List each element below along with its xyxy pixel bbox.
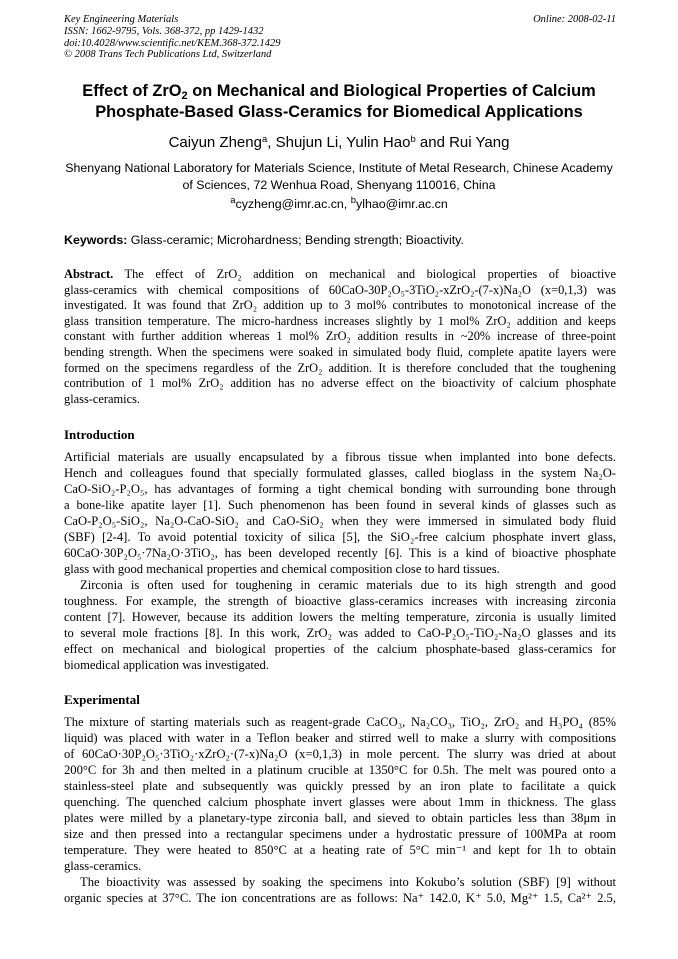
- body-line: to several mole fractions [8]. In this work, ZrO₂ was added to CaO-P₂O₅-TiO₂-Na₂O glasses and its: [64, 626, 616, 640]
- body-line: plates were milled by a planetary-type zirconia ball, and sieved to obtain particles less than 38μm in: [64, 811, 616, 825]
- body-line: CaO-P₂O₅-SiO₂, Na₂O-CaO-SiO₂ and CaO-SiO₂ when they were immersed in simulated body fluid: [64, 514, 616, 528]
- abstract-line: glass transition temperature. The micro-hardness increases slightly by 1 mol% ZrO₂ addition and keeps: [64, 313, 616, 328]
- body-line: (SBF) [2-4]. To avoid potential toxicity of silica [5], the SiO₂-free calcium phosphate invert glass,: [64, 530, 616, 544]
- abstract-line: bending strength. When the specimens were soaked in simulated body fluid, complete apatite layers were: [64, 344, 616, 359]
- abstract-line: glass-ceramics.: [64, 391, 141, 406]
- email-a-mark: a: [230, 195, 236, 206]
- issn-line: ISSN: 1662-9795, Vols. 368-372, pp 1429-1432: [64, 25, 264, 37]
- abstract-line: contribution of 1 mol% ZrO₂ addition has no adverse effect on the bioactivity of calcium phosphate: [64, 376, 616, 391]
- abstract-line: glass-ceramics with chemical compositions of 60CaO-30P₂O₅-3TiO₂-xZrO₂-(7-x)Na₂O (x=0,1,3) was: [64, 282, 616, 297]
- keywords-text: Glass-ceramic; Microhardness; Bending strength; Bioactivity.: [127, 233, 464, 247]
- affiliation: [50, 160, 628, 193]
- affiliation-line1: Shenyang National Laboratory for Materials Science, Institute of Metal Research, Chinese Academy: [65, 161, 613, 175]
- author-3-mark: b: [410, 134, 416, 145]
- email-b-mark: b: [350, 195, 356, 206]
- body-line: glass with good mechanical properties and chemical composition close to hard tissues.: [64, 562, 500, 576]
- body-line: a bone-like apatite layer [1]. Such phenomenon has been found in several kinds of glasses such as: [64, 498, 616, 512]
- copyright-line: © 2008 Trans Tech Publications Ltd, Switzerland: [64, 49, 272, 61]
- body-line: Hench and colleagues found that specially formulated glasses, called bioglass in the system Na₂O-: [64, 466, 616, 480]
- body-line: Artificial materials are usually encapsulated by a fibrous tissue when implanted into bone defects.: [64, 450, 616, 464]
- email-a: cyzheng@imr.ac.cn,: [235, 197, 351, 211]
- body-line: Zirconia is often used for toughening in ceramic materials due to its high strength and good: [80, 578, 616, 592]
- journal-name: Key Engineering Materials: [64, 14, 179, 25]
- experimental-heading: Experimental: [64, 692, 140, 707]
- body-line: glass-ceramics.: [64, 859, 142, 873]
- abstract-label: Abstract.: [64, 267, 114, 281]
- abstract-line: investigated. It was found that ZrO₂ addition up to 3 mol% contributes to monotonical increase of the: [64, 298, 616, 313]
- body-line: stainless-steel plate and subsequently was quickly pressed by an iron plate to facilitate a quick: [64, 779, 616, 793]
- doi-line: doi:10.4028/www.scientific.net/KEM.368-372.1429: [64, 37, 281, 49]
- introduction-heading: Introduction: [64, 427, 135, 442]
- body-line: toughness. For example, the strength of bioactive glass-ceramics increases with increasing zirconia: [64, 594, 616, 608]
- author-2-3: , Shujun Li, Yulin Hao: [267, 134, 411, 151]
- keywords-label: Keywords:: [64, 233, 128, 247]
- body-line: biomedical application was investigated.: [64, 658, 269, 672]
- abstract-line: formed on the specimens regardless of the ZrO₂ addition. It is therefore concluded that the toughening: [64, 360, 616, 375]
- title-subscript: 2: [181, 90, 188, 102]
- body-line: temperature. They were heated to 850°C at a heating rate of 5°C min⁻¹ and kept for 1h to obtain: [64, 843, 616, 857]
- body-line: 200°C for 3h and then melted in a platinum crucible at 1350°C for 0.5h. The melt was poured onto a: [64, 763, 616, 777]
- introduction-section: [64, 427, 616, 673]
- title-line2: Phosphate-Based Glass-Ceramics for Biomedical Applications: [95, 103, 583, 121]
- body-line: of 60CaO·30P₂O₅·3TiO₂·xZrO₂·(7-x)Na₂O (x=0,1,3) in mole percent. The slurry was dried at about: [64, 747, 616, 761]
- email-line: [50, 196, 628, 212]
- body-line: quenching. The quenched calcium phosphate invert glasses were about 1mm in thickness. The glass: [64, 795, 616, 809]
- title-part1: Effect of ZrO: [82, 82, 182, 100]
- body-line: size and then pressed into a rectangular specimens under a hydrostatic pressure of 100MPa at room: [64, 827, 616, 841]
- body-line: organic species at 37°C. The ion concentrations are as follows: Na⁺ 142.0, K⁺ 5.0, Mg²⁺ 1.5, Ca²⁺ 2.5,: [64, 891, 616, 905]
- abstract-line: The effect of ZrO₂ addition on mechanical and biological properties of bioactive: [113, 267, 616, 281]
- author-list: [40, 134, 638, 152]
- author-1: Caiyun Zheng: [168, 134, 262, 151]
- body-line: content [7]. However, because its addition lowers the melting temperature, zirconia is usually limited: [64, 610, 616, 624]
- keywords: [64, 232, 616, 248]
- experimental-section: [64, 692, 616, 906]
- title-part2: on Mechanical and Biological Properties of Calcium: [187, 82, 596, 100]
- body-line: liquid) was placed with water in a Teflon beaker and stirred well to make a slurry with compositions: [64, 731, 616, 745]
- body-line: The mixture of starting materials such as reagent-grade CaCO₃, Na₂CO₃, TiO₂, ZrO₂ and H₃PO₄ (85%: [64, 715, 616, 729]
- online-date: Online: 2008-02-11: [533, 14, 616, 25]
- body-line: CaO-SiO₂-P₂O₅, has advantages of forming a tight chemical bonding with surrounding bone through: [64, 482, 616, 496]
- email-b: ylhao@imr.ac.cn: [356, 197, 448, 211]
- journal-header: [64, 14, 616, 61]
- abstract-line: constant with further addition whereas 1 mol% ZrO₂ addition results in ~20% increase of three-point: [64, 329, 616, 344]
- author-1-mark: a: [261, 134, 268, 145]
- body-line: 60CaO·30P₂O₅·7Na₂O·3TiO₂, has been developed recently [6]. This is a kind of bioactive phosphate: [64, 546, 616, 560]
- body-line: effect on mechanical and biological properties of the calcium phosphate-based glass-ceramics for: [64, 642, 616, 656]
- affiliation-line2: of Sciences, 72 Wenhua Road, Shenyang 110016, China: [182, 177, 496, 192]
- body-line: The bioactivity was assessed by soaking the specimens into Kokubo’s solution (SBF) [9] without: [80, 875, 616, 889]
- abstract: [64, 267, 616, 407]
- author-4: and Rui Yang: [415, 134, 510, 151]
- paper-title: [50, 81, 628, 123]
